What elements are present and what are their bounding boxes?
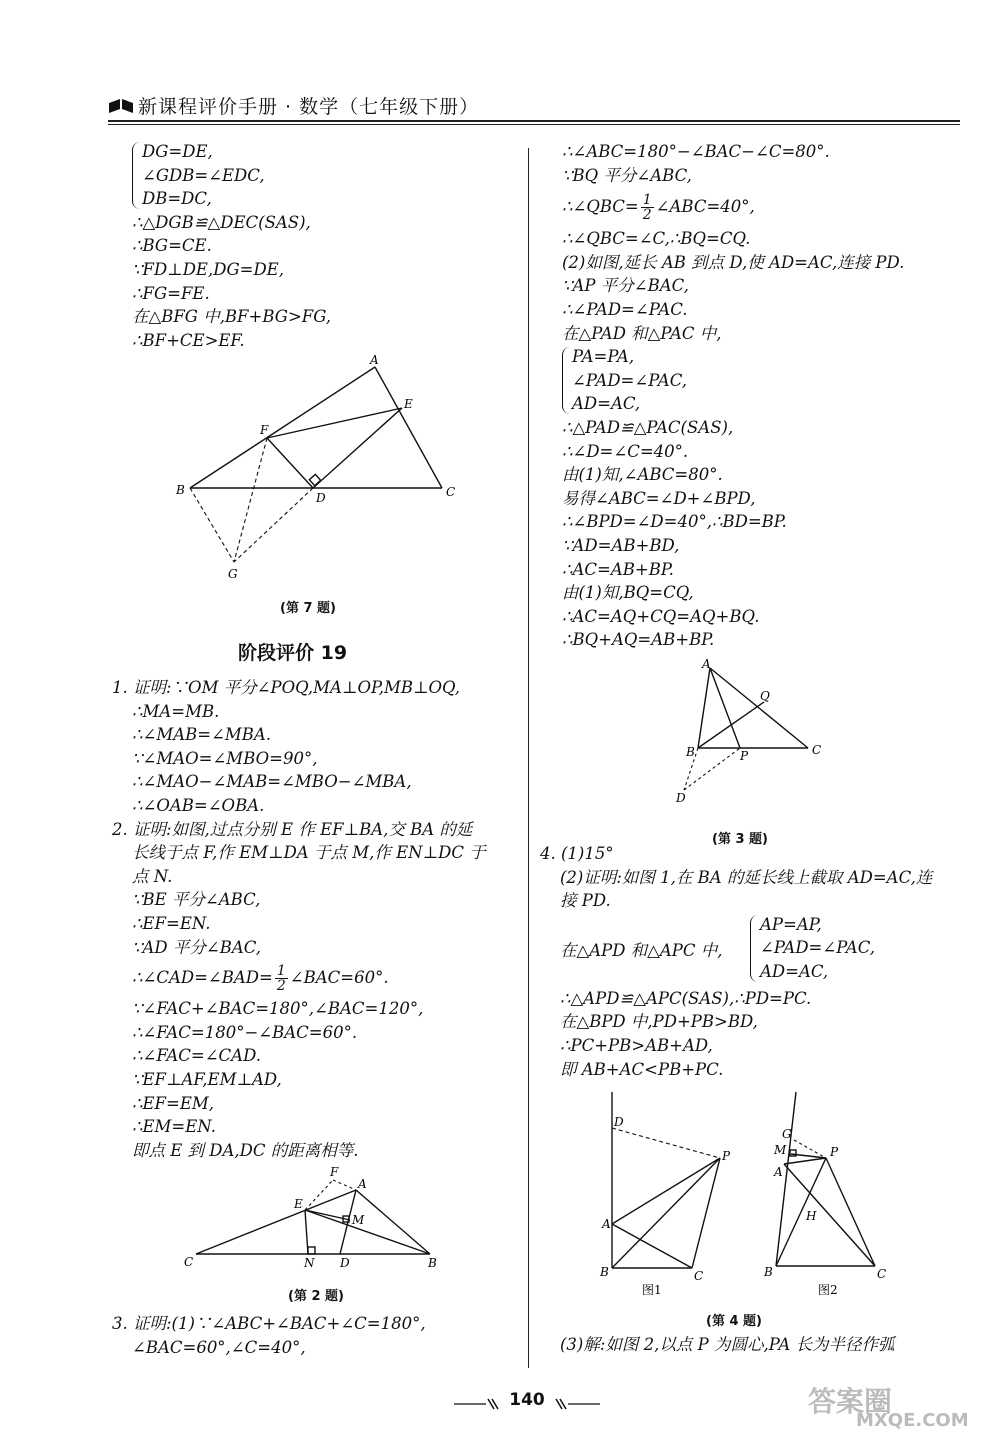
right-column-q4: [540, 842, 932, 1081]
svg-text:B: B: [764, 1265, 773, 1279]
column-divider: [528, 148, 529, 1368]
q2-line: 点 N.: [132, 866, 173, 886]
brace-system-1: [132, 140, 331, 211]
figure-7: [170, 350, 470, 585]
svg-text:Q: Q: [760, 689, 770, 703]
proof-line: 在△PAD 和△PAC 中,: [562, 323, 722, 343]
figure-3-caption: (第 3 题): [712, 832, 768, 847]
header-rule-thin: [108, 124, 960, 125]
page-number: 140: [509, 1390, 545, 1410]
q2-line: 即点 E 到 DA,DC 的距离相等.: [132, 1140, 359, 1160]
svg-text:A: A: [370, 353, 379, 367]
figure-4: [590, 1088, 910, 1300]
svg-text:D: D: [316, 491, 326, 505]
figure-7-caption: (第 7 题): [280, 601, 336, 616]
brace-line: ∠PAD=∠PAC,: [572, 370, 687, 390]
fraction: [641, 193, 654, 222]
fraction-denominator: 2: [276, 978, 286, 995]
svg-text:C: C: [184, 1255, 194, 1269]
fraction-post: ∠ABC=40°,: [655, 197, 755, 217]
svg-text:A: A: [774, 1165, 783, 1179]
q4-line: (3)解:如图 2,以点 P 为圆心,PA 长为半径作弧: [560, 1335, 895, 1354]
svg-text:C: C: [877, 1267, 887, 1281]
brace-line: PA=PA,: [572, 347, 635, 367]
proof-line: ∴AC=AQ+CQ=AQ+BQ.: [562, 606, 760, 626]
svg-text:A: A: [602, 1217, 611, 1231]
svg-text:N: N: [304, 1256, 315, 1270]
figure-4-caption: (第 4 题): [706, 1314, 762, 1329]
watermark-url: MXQE.COM: [856, 1410, 969, 1431]
proof-line: ∴∠ABC=180°−∠BAC−∠C=80°.: [562, 142, 830, 161]
q3-line: 3. 证明:(1)∵∠ABC+∠BAC+∠C=180°,: [112, 1314, 426, 1333]
right-column-top: [562, 140, 904, 652]
left-column-q3: [112, 1312, 426, 1359]
brace-icon: [132, 142, 141, 209]
proof-line: ∴AC=AB+BP.: [562, 559, 674, 579]
q4-brace-row: [540, 913, 932, 987]
proof-line: ∴△DGB≌△DEC(SAS),: [132, 212, 311, 232]
proof-line: ∴∠D=∠C=40°.: [562, 441, 689, 461]
svg-text:C: C: [812, 743, 822, 757]
svg-text:G: G: [228, 567, 238, 581]
svg-text:P: P: [830, 1145, 839, 1159]
header-rule: [108, 120, 960, 122]
brace-system-2: [562, 345, 904, 416]
q2-line: ∴∠FAC=180°−∠BAC=60°.: [132, 1022, 358, 1042]
fraction-pre: ∴∠QBC=: [562, 197, 639, 217]
svg-text:A: A: [358, 1177, 367, 1191]
svg-text:M: M: [774, 1143, 787, 1157]
svg-text:B: B: [600, 1265, 609, 1279]
svg-text:M: M: [352, 1213, 365, 1227]
proof-line: ∴∠BPD=∠D=40°,∴BD=BP.: [562, 512, 787, 532]
proof-line: ∵AD=AB+BD,: [562, 535, 680, 555]
brace-line: DG=DE,: [142, 142, 213, 161]
q2-line: 长线于点 F,作 EM⊥DA 于点 M,作 EN⊥DC 于: [132, 843, 486, 863]
brace-icon: [750, 915, 759, 982]
svg-text:C: C: [694, 1269, 704, 1283]
figure-2: [180, 1162, 450, 1272]
fraction-pre: ∴∠CAD=∠BAD=: [132, 968, 273, 988]
brace-icon: [562, 347, 571, 414]
proof-line: ∴BF+CE>EF.: [132, 330, 245, 350]
watermark: 答案圈: [808, 1385, 893, 1418]
q1-line: ∴∠MAB=∠MBA.: [132, 725, 272, 745]
q2-line: ∴EF=EN.: [132, 913, 211, 933]
svg-text:H: H: [806, 1209, 817, 1223]
proof-line: 由(1)知,BQ=CQ,: [562, 583, 694, 603]
q4-line: ∴PC+PB>AB+AD,: [560, 1035, 713, 1055]
q1-line: ∴∠OAB=∠OBA.: [132, 795, 265, 815]
q2-line: ∵BE 平分∠ABC,: [132, 890, 261, 910]
page-header: [108, 92, 960, 120]
q4-brace-pre: 在△APD 和△APC 中,: [560, 940, 723, 960]
proof-line: 由(1)知,∠ABC=80°.: [562, 465, 723, 485]
proof-line: ∴∠QBC=∠C,∴BQ=CQ.: [562, 229, 751, 249]
svg-text:B: B: [428, 1256, 437, 1270]
proof-line: 在△BFG 中,BF+BG>FG,: [132, 307, 332, 327]
book-logo-icon: [108, 96, 134, 116]
left-column-q1-q2: [112, 676, 486, 1162]
q3-line: ∠BAC=60°,∠C=40°,: [132, 1337, 306, 1357]
proof-line: 易得∠ABC=∠D+∠BPD,: [562, 488, 756, 508]
svg-text:E: E: [404, 397, 413, 411]
brace-line: DB=DC,: [142, 189, 212, 209]
q2-line: ∴∠FAC=∠CAD.: [132, 1046, 261, 1066]
fraction-denominator: 2: [642, 207, 652, 224]
fraction: [275, 964, 288, 993]
proof-line: (2)如图,延长 AB 到点 D,使 AD=AC,连接 PD.: [562, 252, 905, 272]
fraction-post: ∠BAC=60°.: [289, 968, 389, 988]
figure-3: [668, 656, 828, 806]
svg-text:D: D: [340, 1256, 350, 1270]
brace-line: ∠GDB=∠EDC,: [142, 165, 265, 185]
svg-text:D: D: [614, 1115, 624, 1129]
q1-line: 1. 证明:∵OM 平分∠POQ,MA⊥OP,MB⊥OQ,: [112, 678, 460, 697]
svg-text:E: E: [294, 1197, 303, 1211]
proof-line: ∵FD⊥DE,DG=DE,: [132, 259, 284, 279]
brace-line: AD=AC,: [572, 394, 641, 414]
right-column-bottom: [560, 1333, 895, 1357]
proof-line: ∴∠PAD=∠PAC.: [562, 299, 688, 319]
proof-line: ∴FG=FE.: [132, 283, 210, 303]
left-column-top: [132, 140, 331, 352]
proof-line: ∴BG=CE.: [132, 236, 212, 256]
q2-line: ∴EM=EN.: [132, 1117, 216, 1137]
proof-line: ∴△PAD≌△PAC(SAS),: [562, 417, 734, 437]
q4-line: (2)证明:如图 1,在 BA 的延长线上截取 AD=AC,连: [560, 867, 933, 887]
svg-text:A: A: [702, 657, 711, 671]
q2-line: ∴EF=EM,: [132, 1093, 215, 1113]
svg-text:B: B: [176, 483, 185, 497]
figure-2-caption: (第 2 题): [288, 1289, 344, 1304]
brace-line: AP=AP,: [760, 914, 822, 934]
brace-line: ∠PAD=∠PAC,: [760, 938, 875, 958]
brace-line: AD=AC,: [760, 961, 829, 981]
proof-line: ∵AP 平分∠BAC,: [562, 276, 689, 296]
svg-text:F: F: [330, 1165, 339, 1179]
svg-text:G: G: [782, 1127, 792, 1141]
svg-text:P: P: [740, 749, 749, 763]
section-title: 阶段评价 19: [238, 642, 348, 664]
proof-line: ∵BQ 平分∠ABC,: [562, 165, 692, 185]
fraction-line: [562, 187, 904, 227]
proof-line: ∴BQ+AQ=AB+BP.: [562, 630, 715, 650]
q4-line: 在△BPD 中,PD+PB>BD,: [560, 1012, 758, 1032]
q4-line: ∴△APD≌△APC(SAS),∴PD=PC.: [560, 988, 812, 1008]
svg-text:F: F: [260, 423, 269, 437]
fig2-label: 图2: [818, 1283, 838, 1297]
brace-system-3: [750, 913, 875, 984]
fraction-numerator: 1: [642, 192, 652, 209]
svg-text:C: C: [446, 485, 456, 499]
q4-line: 接 PD.: [560, 891, 611, 911]
q1-line: ∴∠MAO−∠MAB=∠MBO−∠MBA,: [132, 772, 412, 792]
q2-line: ∵EF⊥AF,EM⊥AD,: [132, 1069, 282, 1089]
q2-line: ∵∠FAC+∠BAC=180°,∠BAC=120°,: [132, 999, 424, 1019]
header-title: 新课程评价手册 · 数学（七年级下册）: [138, 96, 480, 118]
svg-text:B: B: [686, 745, 695, 759]
q4-line: 即 AB+AC<PB+PC.: [560, 1059, 724, 1079]
q2-line: ∵AD 平分∠BAC,: [132, 937, 262, 957]
svg-text:P: P: [722, 1149, 731, 1163]
fig1-label: 图1: [642, 1283, 662, 1297]
q2-fraction-line: [112, 959, 486, 997]
q1-line: ∵∠MAO=∠MBO=90°,: [132, 748, 318, 768]
svg-text:D: D: [676, 791, 686, 805]
q4-line: 4. (1)15°: [540, 844, 614, 863]
q1-line: ∴MA=MB.: [132, 701, 220, 721]
fraction-numerator: 1: [276, 963, 286, 980]
q2-line: 2. 证明:如图,过点分别 E 作 EF⊥BA,交 BA 的延: [112, 819, 473, 839]
